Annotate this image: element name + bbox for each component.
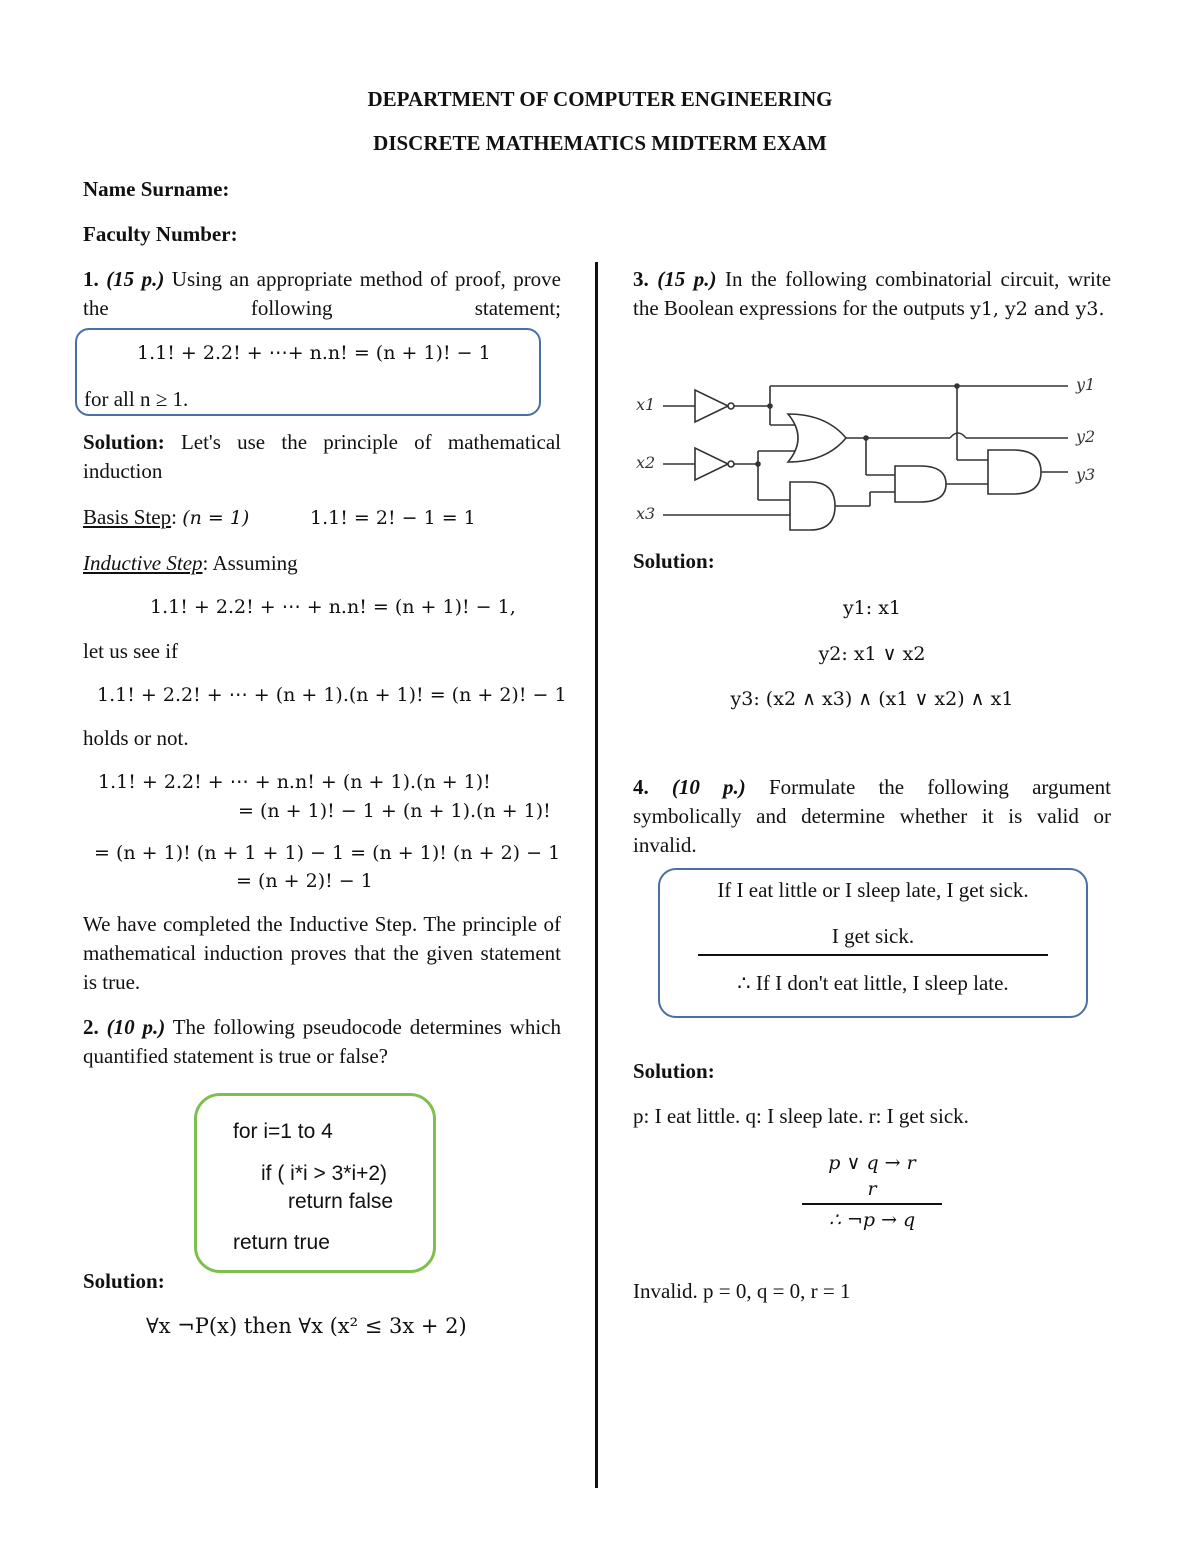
argument-rule [698,954,1048,956]
faculty-number-label: Faculty Number: [83,222,238,246]
q1-conclusion: We have completed the Inductive Step. The principle of mathematical induction proves that the given statement is true. [83,912,561,994]
code-line-1: for i=1 to 4 [233,1120,333,1143]
name-surname-label: Name Surname: [83,177,230,201]
code-line-3: return false [288,1190,394,1213]
q1-solution-text: Let's use the principle of mathematical induction [83,430,561,483]
not-gate-1 [695,390,728,422]
q3-y3: y3: (x2 ∧ x3) ∧ (x1 ∨ x2) ∧ x1 [730,688,1014,710]
symbolic-conclusion: ∴ ¬p → q [828,1209,916,1231]
symbolic-rule [802,1203,942,1205]
basis-case: (n = 1) [182,507,250,529]
proof-step-4: = (n + 2)! − 1 [236,870,373,892]
q4-text: Formulate the following argument symbolically and determine whether it is valid or invalid. [633,775,1111,857]
q3-prompt [633,265,1111,324]
code-line-4: return true [233,1231,330,1254]
q4-prompt [633,773,1111,860]
q1-equation: 1.1! + 2.2! + ⋯+ n.n! = (n + 1)! − 1 [137,342,491,364]
x1-label: x1 [636,395,656,414]
q3-y2: y2: x1 ∨ x2 [818,643,926,665]
column-divider [595,262,598,1488]
q3-number: 3. [633,267,649,291]
premise-2: I get sick. [831,924,915,948]
q1-points: (15 p.) [106,267,165,291]
not-gate-2 [695,448,728,480]
q3-y1: y1: x1 [842,597,902,619]
argument-conclusion: ∴ If I don't eat little, I sleep late. [737,971,1009,995]
or-gate [788,414,846,462]
q1-solution-intro [83,428,561,486]
proof-step-1: 1.1! + 2.2! + ⋯ + n.n! + (n + 1).(n + 1)! [98,771,491,793]
q4-variables: p: I eat little. q: I sleep late. r: I get sick. [633,1104,969,1128]
q3-outputs: y1, y2 and y3. [970,298,1105,320]
q2-number: 2. [83,1015,99,1039]
q2-solution-label: Solution: [83,1269,165,1293]
q3-solution-label: Solution: [633,549,715,573]
q1-condition: for all n ≥ 1. [84,387,189,411]
y3-label: y3 [1076,465,1096,484]
combinational-circuit [630,370,1100,535]
code-line-2: if ( i*i > 3*i+2) [261,1162,388,1185]
symbolic-premise-1: p ∨ q → r [828,1152,916,1174]
premise-1: If I eat little or I sleep late, I get sick. [717,878,1029,902]
q4-points: (10 p.) [671,775,746,799]
q4-number: 4. [633,775,649,799]
basis-equation: 1.1! = 2! − 1 = 1 [310,507,476,529]
q1-number: 1. [83,267,99,291]
q2-answer: ∀x ¬P(x) then ∀x (x² ≤ 3x + 2) [146,1314,467,1338]
q1-text: Using an appropriate method of proof, prove the following statement; [83,267,562,320]
q1-prompt [83,265,561,323]
inductive-equation: 1.1! + 2.2! + ⋯ + n.n! = (n + 1)! − 1, [150,596,516,618]
and-gate-3 [988,450,1041,494]
x2-label: x2 [636,453,656,472]
inductive-step-label: Inductive Step [83,551,203,575]
q4-solution-label: Solution: [633,1059,715,1083]
q2-text: The following pseudocode determines which quantified statement is true or false? [83,1015,561,1068]
q1-solution-label: Solution: [83,430,165,454]
pseudocode-box [194,1093,436,1273]
basis-step-label: Basis Step [83,505,172,529]
proof-step-3: = (n + 1)! (n + 1 + 1) − 1 = (n + 1)! (n + 2) − 1 [94,842,561,864]
target-equation: 1.1! + 2.2! + ⋯ + (n + 1).(n + 1)! = (n + 2)! − 1 [97,684,567,706]
x3-label: x3 [636,504,656,523]
symbolic-premise-2: r [867,1178,877,1200]
inductive-assuming: Assuming [212,551,298,575]
q2-points: (10 p.) [106,1015,166,1039]
proof-step-2: = (n + 1)! − 1 + (n + 1).(n + 1)! [238,800,551,822]
q1-inductive-step: Inductive Step: Assuming [83,551,298,575]
q1-basis-step: Basis Step: (n = 1) [83,505,250,529]
q3-points: (15 p.) [657,267,717,291]
q1-statement-box [75,328,541,416]
q4-answer: Invalid. p = 0, q = 0, r = 1 [633,1279,851,1303]
argument-box [658,868,1088,1018]
q2-prompt [83,1013,561,1071]
department-title: DEPARTMENT OF COMPUTER ENGINEERING [367,87,833,111]
and-gate-1 [790,482,835,530]
and-gate-2 [895,466,946,502]
exam-title: DISCRETE MATHEMATICS MIDTERM EXAM [373,131,827,155]
holds-or-not: holds or not. [83,726,189,750]
y1-label: y1 [1076,375,1096,394]
q3-text: In the following combinatorial circuit, write the Boolean expressions for the outputs [633,267,1112,320]
let-us-see: let us see if [83,639,179,663]
y2-label: y2 [1076,427,1096,446]
